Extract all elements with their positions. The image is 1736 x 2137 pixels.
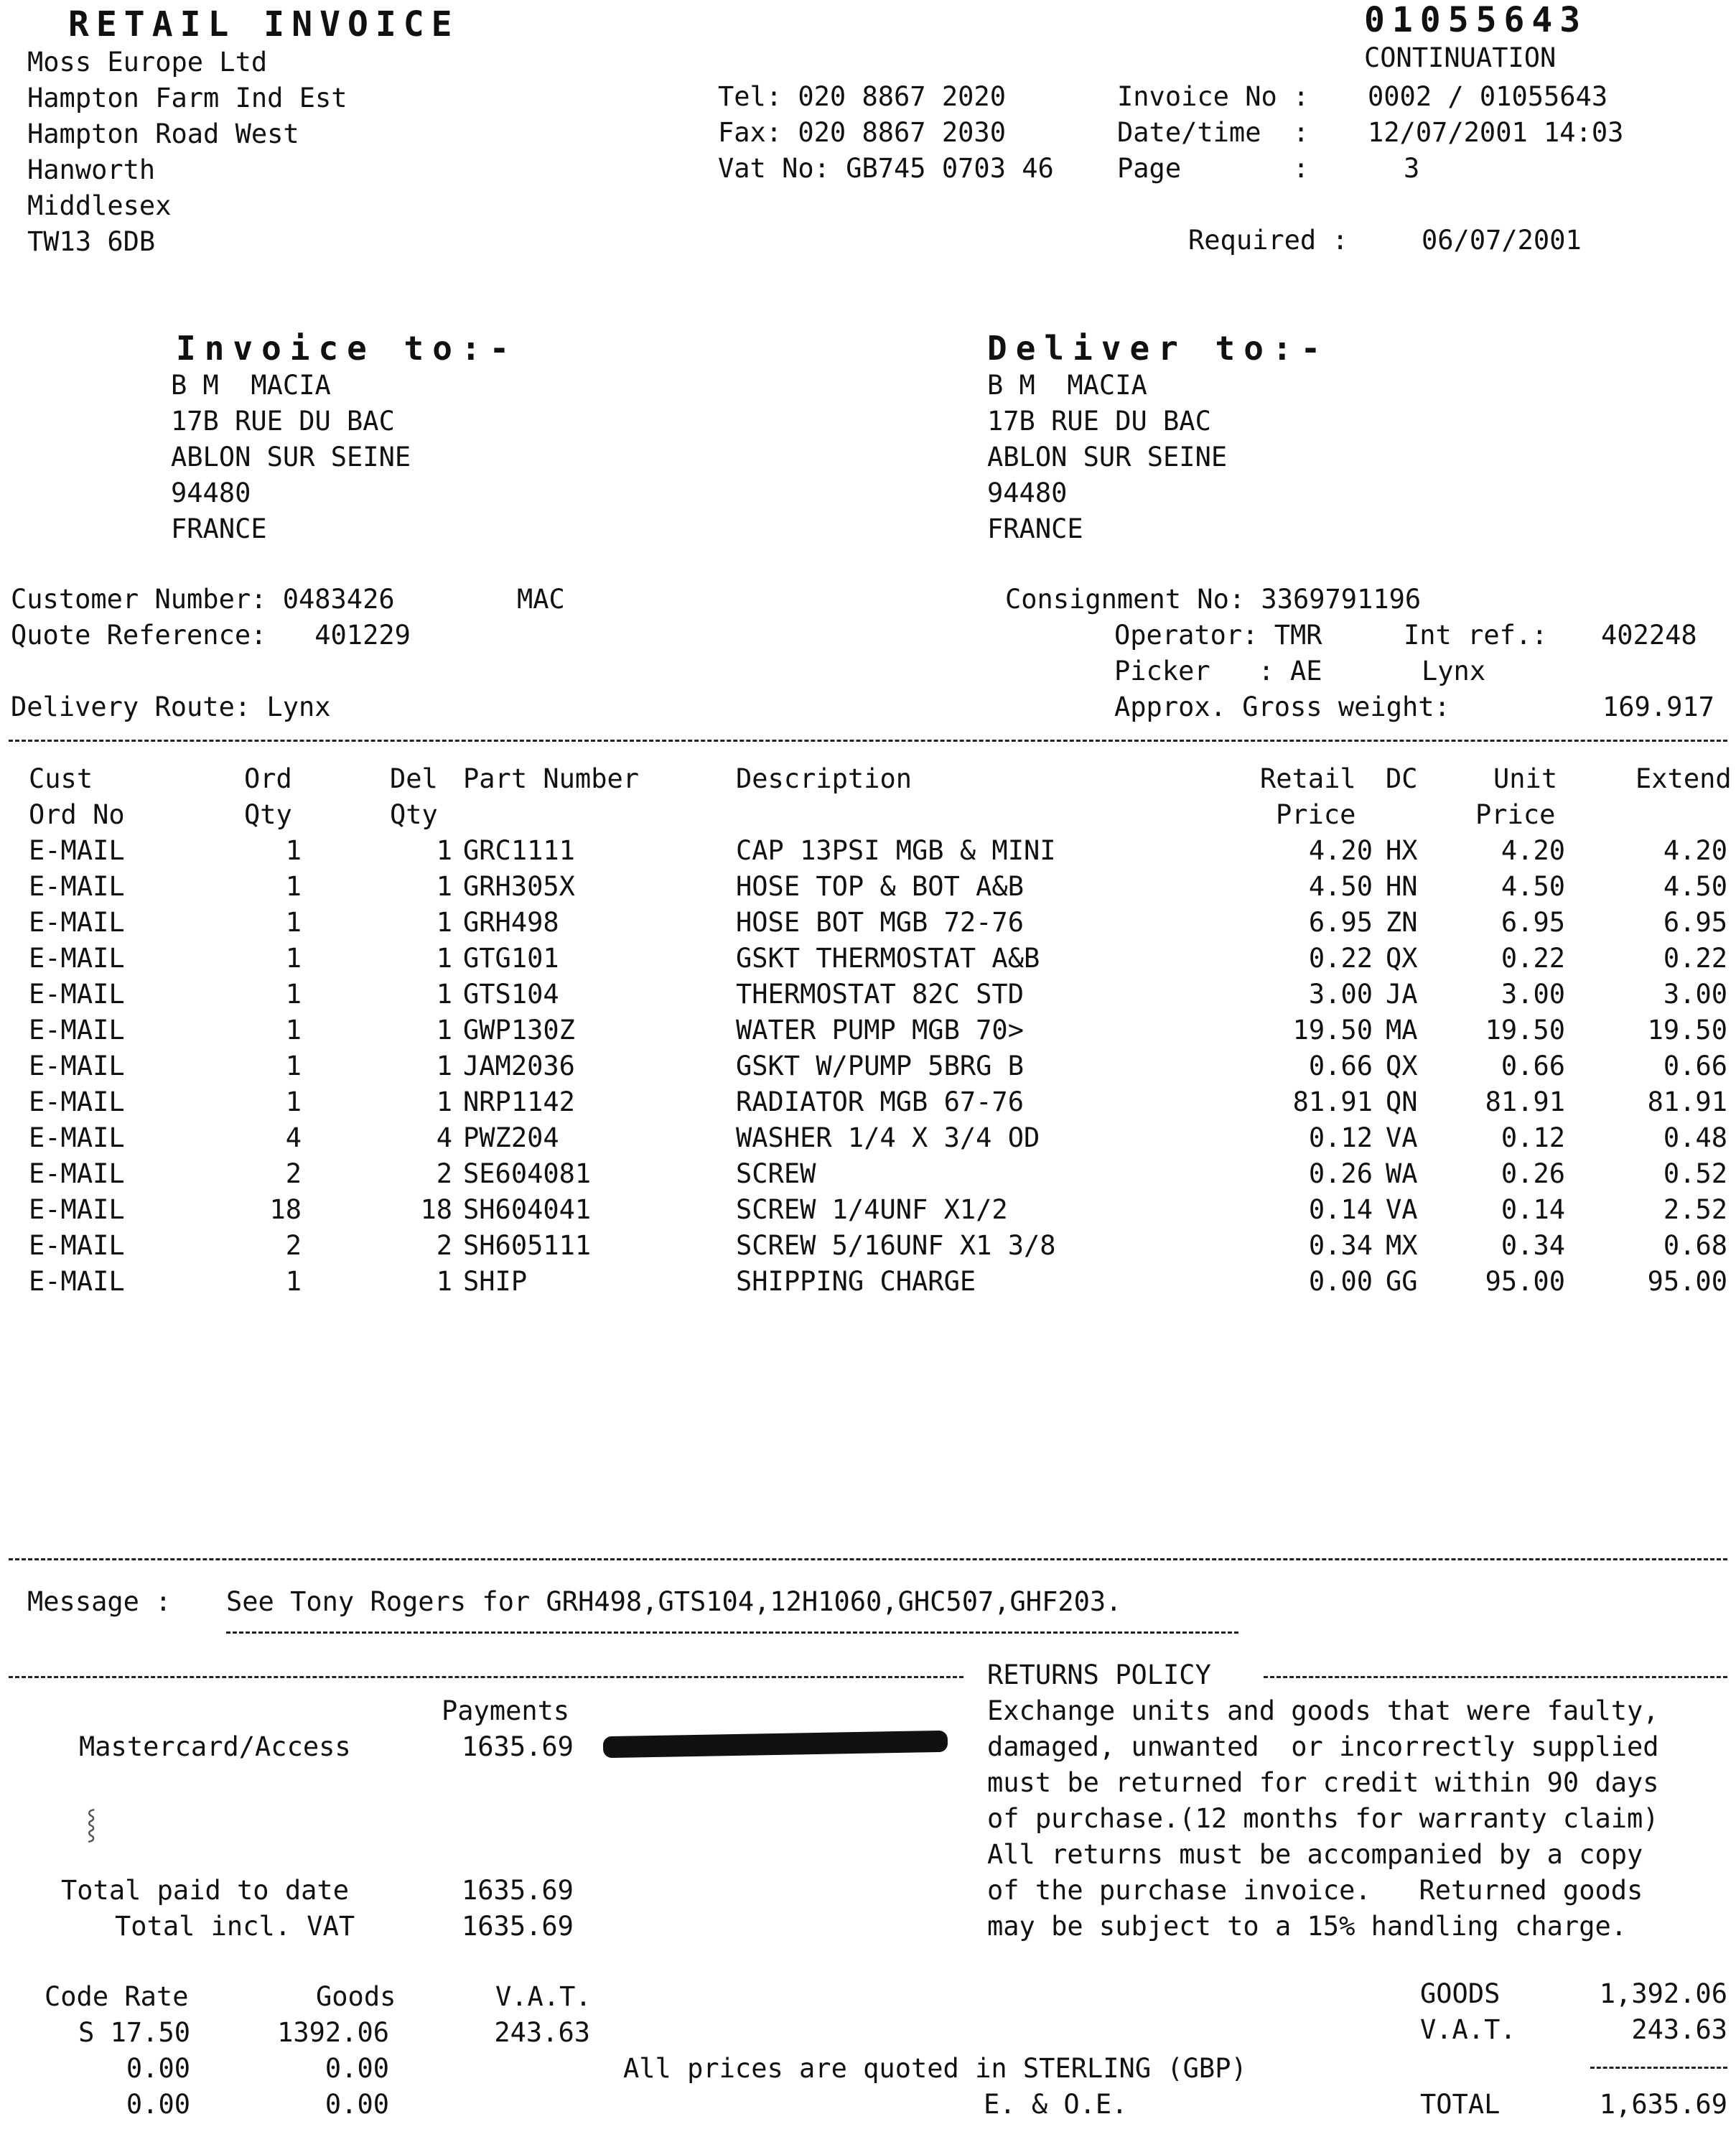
cell-description: HOSE TOP & BOT A&B (736, 871, 1024, 902)
message-underline (226, 1631, 1238, 1634)
cell-part-number: GRH498 (463, 907, 559, 938)
vat-goods: 1392.06 (277, 2017, 389, 2048)
cell-part-number: SHIP (463, 1266, 528, 1297)
grand-total-value: 1,635.69 (1599, 2089, 1727, 2120)
cell-description: RADIATOR MGB 67-76 (736, 1086, 1024, 1117)
vat-total-label: V.A.T. (1420, 2014, 1516, 2045)
cell-dc-code: HX (1386, 835, 1418, 866)
cell-cust-order-no: E-MAIL (29, 1194, 125, 1225)
cell-part-number: SH605111 (463, 1230, 592, 1261)
cell-delivered-qty: 1 (436, 907, 452, 938)
vat-header-vat: V.A.T. (495, 1981, 592, 2012)
invoice-no-label: Invoice No : (1117, 81, 1310, 112)
divider (9, 740, 1727, 742)
cell-retail-price: 4.20 (1308, 835, 1373, 866)
cell-delivered-qty: 1 (436, 835, 452, 866)
cell-dc-code: QX (1386, 943, 1418, 974)
col-header-ord: Ord (244, 763, 292, 794)
address-line: 94480 (171, 478, 251, 508)
cell-ordered-qty: 1 (285, 979, 302, 1010)
cell-part-number: GRH305X (463, 871, 575, 902)
policy-line: All returns must be accompanied by a copy (987, 1839, 1643, 1870)
vat-amount: 243.63 (494, 2017, 590, 2048)
cell-ordered-qty: 4 (285, 1122, 302, 1153)
cell-retail-price: 6.95 (1308, 907, 1373, 938)
payment-amount: 1635.69 (462, 1731, 574, 1762)
col-header-part: Part Number (463, 763, 640, 794)
quote-reference: Quote Reference: 401229 (11, 620, 411, 651)
table-row (0, 1053, 1736, 1089)
cell-part-number: GTG101 (463, 943, 559, 974)
cell-ordered-qty: 1 (285, 1051, 302, 1081)
returns-policy-heading: RETURNS POLICY (987, 1659, 1211, 1690)
scribble-mark: ⸾ (86, 1807, 97, 1840)
vat-number: Vat No: GB745 0703 46 (718, 153, 1054, 184)
policy-line: of purchase.(12 months for warranty claim) (987, 1803, 1659, 1834)
cell-delivered-qty: 2 (436, 1158, 452, 1189)
operator: Operator: TMR (1114, 620, 1322, 651)
vat-code-rate: 0.00 (126, 2089, 190, 2120)
divider (9, 1558, 1727, 1560)
cell-delivered-qty: 1 (436, 1266, 452, 1297)
delivery-route: Delivery Route: Lynx (11, 692, 331, 722)
cell-retail-price: 0.66 (1308, 1051, 1373, 1081)
eoe-note: E. & O.E. (984, 2089, 1128, 2120)
cell-ordered-qty: 1 (285, 1266, 302, 1297)
message-text: See Tony Rogers for GRH498,GTS104,12H1060,GHC507,GHF203. (226, 1586, 1122, 1617)
cell-part-number: SH604041 (463, 1194, 592, 1225)
table-row (0, 837, 1736, 873)
address-line: FRANCE (171, 513, 267, 544)
cell-ordered-qty: 2 (285, 1158, 302, 1189)
cell-description: GSKT THERMOSTAT A&B (736, 943, 1040, 974)
total-paid-value: 1635.69 (462, 1875, 574, 1906)
address-line: B M MACIA (171, 370, 331, 401)
vat-goods: 0.00 (325, 2053, 389, 2084)
cell-cust-order-no: E-MAIL (29, 1051, 125, 1081)
cell-extended-price: 0.52 (1663, 1158, 1727, 1189)
vat-total-value: 243.63 (1631, 2014, 1727, 2045)
cell-delivered-qty: 4 (436, 1122, 452, 1153)
total-incl-vat-value: 1635.69 (462, 1911, 574, 1942)
cell-cust-order-no: E-MAIL (29, 1015, 125, 1046)
cell-extended-price: 2.52 (1663, 1194, 1727, 1225)
page-label: Page : (1117, 153, 1310, 184)
cell-description: WATER PUMP MGB 70> (736, 1015, 1024, 1046)
col-header-description: Description (736, 763, 913, 794)
cell-delivered-qty: 1 (436, 1051, 452, 1081)
int-ref-value: 402248 (1601, 620, 1697, 651)
gross-weight-label: Approx. Gross weight: (1114, 692, 1450, 722)
cell-cust-order-no: E-MAIL (29, 1230, 125, 1261)
table-row (0, 1160, 1736, 1196)
table-row (0, 945, 1736, 981)
cell-dc-code: MA (1386, 1015, 1418, 1046)
cell-dc-code: GG (1386, 1266, 1418, 1297)
cell-unit-price: 0.34 (1501, 1230, 1565, 1261)
cell-description: SHIPPING CHARGE (736, 1266, 976, 1297)
invoice-no-value: 0002 / 01055643 (1368, 81, 1608, 112)
cell-retail-price: 0.12 (1308, 1122, 1373, 1153)
continuation-label: CONTINUATION (1364, 42, 1557, 73)
cell-description: THERMOSTAT 82C STD (736, 979, 1024, 1010)
cell-unit-price: 19.50 (1485, 1015, 1565, 1046)
cell-cust-order-no: E-MAIL (29, 907, 125, 938)
cell-retail-price: 0.34 (1308, 1230, 1373, 1261)
cell-dc-code: HN (1386, 871, 1418, 902)
policy-line: damaged, unwanted or incorrectly supplied (987, 1731, 1659, 1762)
cell-delivered-qty: 1 (436, 871, 452, 902)
divider (1264, 1676, 1727, 1678)
payment-method: Mastercard/Access (79, 1731, 351, 1762)
cell-delivered-qty: 1 (436, 943, 452, 974)
table-row (0, 1122, 1736, 1160)
cell-extended-price: 6.95 (1663, 907, 1727, 938)
cell-extended-price: 0.68 (1663, 1230, 1727, 1261)
cell-cust-order-no: E-MAIL (29, 1086, 125, 1117)
deliver-to-heading: Deliver to:- (987, 329, 1330, 368)
cell-ordered-qty: 1 (285, 1015, 302, 1046)
cell-part-number: NRP1142 (463, 1086, 575, 1117)
cell-extended-price: 0.48 (1663, 1122, 1727, 1153)
cell-dc-code: QX (1386, 1051, 1418, 1081)
cell-retail-price: 4.50 (1308, 871, 1373, 902)
col-header-del: Del (390, 763, 438, 794)
invoice-number-large: 01055643 (1364, 0, 1588, 40)
cell-part-number: SE604081 (463, 1158, 592, 1189)
page-number: 3 (1404, 153, 1420, 184)
cell-unit-price: 0.26 (1501, 1158, 1565, 1189)
cell-retail-price: 0.14 (1308, 1194, 1373, 1225)
company-line: Hampton Farm Ind Est (27, 83, 347, 113)
cell-unit-price: 4.50 (1501, 871, 1565, 902)
vat-goods: 0.00 (325, 2089, 389, 2120)
cell-retail-price: 0.26 (1308, 1158, 1373, 1189)
cell-unit-price: 0.14 (1501, 1194, 1565, 1225)
redaction-mark (603, 1731, 948, 1758)
address-line: B M MACIA (987, 370, 1147, 401)
table-row (0, 1196, 1736, 1232)
col-header-retail: Retail (1260, 763, 1356, 794)
cell-dc-code: VA (1386, 1194, 1418, 1225)
cell-dc-code: WA (1386, 1158, 1418, 1189)
col-header-extend: Extend (1635, 763, 1732, 794)
cell-cust-order-no: E-MAIL (29, 871, 125, 902)
col-header-retail: Price (1276, 799, 1356, 830)
cell-description: WASHER 1/4 X 3/4 OD (736, 1122, 1040, 1153)
cell-ordered-qty: 18 (269, 1194, 302, 1225)
cell-part-number: GWP130Z (463, 1015, 575, 1046)
vat-code-rate: S 17.50 (78, 2017, 190, 2048)
cell-unit-price: 95.00 (1485, 1266, 1565, 1297)
table-row (0, 1268, 1736, 1304)
address-line: 17B RUE DU BAC (987, 406, 1211, 437)
cell-retail-price: 81.91 (1292, 1086, 1373, 1117)
address-line: ABLON SUR SEINE (987, 442, 1228, 472)
cell-delivered-qty: 2 (436, 1230, 452, 1261)
col-header-cust: Cust (29, 763, 93, 794)
col-header-dc: DC (1386, 763, 1418, 794)
divider (9, 1676, 963, 1678)
col-header-ord: Qty (244, 799, 292, 830)
cell-retail-price: 19.50 (1292, 1015, 1373, 1046)
cell-extended-price: 95.00 (1647, 1266, 1727, 1297)
invoice-title: RETAIL INVOICE (68, 4, 459, 45)
cell-extended-price: 0.22 (1663, 943, 1727, 974)
customer-code: MAC (517, 584, 565, 615)
goods-total-label: GOODS (1420, 1978, 1501, 2009)
col-header-del: Qty (390, 799, 438, 830)
required-date: 06/07/2001 (1422, 225, 1582, 256)
cell-description: SCREW (736, 1158, 816, 1189)
total-paid-label: Total paid to date (61, 1875, 349, 1906)
cell-ordered-qty: 2 (285, 1230, 302, 1261)
cell-part-number: JAM2036 (463, 1051, 575, 1081)
cell-unit-price: 0.22 (1501, 943, 1565, 974)
goods-total-value: 1,392.06 (1599, 1978, 1727, 2009)
company-line: Moss Europe Ltd (27, 47, 268, 78)
cell-dc-code: QN (1386, 1086, 1418, 1117)
telephone: Tel: 020 8867 2020 (718, 81, 1006, 112)
address-line: 94480 (987, 478, 1068, 508)
table-row (0, 873, 1736, 909)
cell-cust-order-no: E-MAIL (29, 1158, 125, 1189)
cell-cust-order-no: E-MAIL (29, 1122, 125, 1153)
policy-line: Exchange units and goods that were faulty, (987, 1695, 1659, 1726)
cell-dc-code: VA (1386, 1122, 1418, 1153)
cell-cust-order-no: E-MAIL (29, 1266, 125, 1297)
address-line: ABLON SUR SEINE (171, 442, 411, 472)
cell-ordered-qty: 1 (285, 1086, 302, 1117)
cell-unit-price: 81.91 (1485, 1086, 1565, 1117)
company-line: Hampton Road West (27, 118, 299, 149)
required-label: Required : (1188, 225, 1348, 256)
policy-line: must be returned for credit within 90 days (987, 1767, 1659, 1798)
cell-part-number: GTS104 (463, 979, 559, 1010)
gross-weight-value: 169.917 (1602, 692, 1714, 722)
datetime-value: 12/07/2001 14:03 (1368, 117, 1624, 148)
cell-part-number: GRC1111 (463, 835, 575, 866)
int-ref-label: Int ref.: (1404, 620, 1548, 651)
vat-code-rate: 0.00 (126, 2053, 190, 2084)
cell-description: SCREW 1/4UNF X1/2 (736, 1194, 1008, 1225)
vat-header-goods: Goods (316, 1981, 396, 2012)
cell-dc-code: ZN (1386, 907, 1418, 938)
company-line: Hanworth (27, 154, 156, 185)
cell-ordered-qty: 1 (285, 835, 302, 866)
cell-retail-price: 0.22 (1308, 943, 1373, 974)
cell-extended-price: 19.50 (1647, 1015, 1727, 1046)
cell-extended-price: 81.91 (1647, 1086, 1727, 1117)
table-row (0, 981, 1736, 1017)
table-row (0, 1086, 1736, 1125)
total-divider (1590, 2067, 1727, 2069)
table-row (0, 1232, 1736, 1268)
cell-delivered-qty: 18 (420, 1194, 452, 1225)
address-line: 17B RUE DU BAC (171, 406, 395, 437)
company-line: Middlesex (27, 190, 172, 221)
picker: Picker : AE (1114, 656, 1322, 686)
col-header-unit: Unit (1493, 763, 1558, 794)
total-incl-vat-label: Total incl. VAT (115, 1911, 355, 1942)
consignment-number: Consignment No: 3369791196 (1005, 584, 1422, 615)
col-header-unit: Price (1475, 799, 1556, 830)
cell-unit-price: 0.66 (1501, 1051, 1565, 1081)
cell-description: SCREW 5/16UNF X1 3/8 (736, 1230, 1056, 1261)
cell-extended-price: 4.50 (1663, 871, 1727, 902)
cell-unit-price: 0.12 (1501, 1122, 1565, 1153)
customer-number: Customer Number: 0483426 (11, 584, 395, 615)
vat-header-code-rate: Code Rate (45, 1981, 189, 2012)
cell-delivered-qty: 1 (436, 979, 452, 1010)
cell-part-number: PWZ204 (463, 1122, 559, 1153)
cell-dc-code: MX (1386, 1230, 1418, 1261)
cell-ordered-qty: 1 (285, 871, 302, 902)
cell-ordered-qty: 1 (285, 943, 302, 974)
message-label: Message : (27, 1586, 172, 1617)
cell-cust-order-no: E-MAIL (29, 943, 125, 974)
cell-retail-price: 3.00 (1308, 979, 1373, 1010)
cell-unit-price: 3.00 (1501, 979, 1565, 1010)
fax: Fax: 020 8867 2030 (718, 117, 1006, 148)
payments-heading: Payments (442, 1695, 570, 1726)
cell-unit-price: 4.20 (1501, 835, 1565, 866)
cell-cust-order-no: E-MAIL (29, 835, 125, 866)
cell-description: GSKT W/PUMP 5BRG B (736, 1051, 1024, 1081)
cell-delivered-qty: 1 (436, 1015, 452, 1046)
cell-unit-price: 6.95 (1501, 907, 1565, 938)
cell-cust-order-no: E-MAIL (29, 979, 125, 1010)
cell-description: CAP 13PSI MGB & MINI (736, 835, 1056, 866)
company-line: TW13 6DB (27, 226, 156, 257)
cell-ordered-qty: 1 (285, 907, 302, 938)
invoice-to-heading: Invoice to:- (176, 329, 518, 368)
table-row (0, 909, 1736, 945)
policy-line: may be subject to a 15% handling charge. (987, 1911, 1628, 1942)
cell-extended-price: 3.00 (1663, 979, 1727, 1010)
col-header-cust: Ord No (29, 799, 125, 830)
policy-line: of the purchase invoice. Returned goods (987, 1875, 1643, 1906)
table-row (0, 1017, 1736, 1053)
grand-total-label: TOTAL (1420, 2089, 1501, 2120)
sterling-note: All prices are quoted in STERLING (GBP) (623, 2053, 1247, 2084)
cell-extended-price: 4.20 (1663, 835, 1727, 866)
datetime-label: Date/time : (1117, 117, 1310, 148)
cell-delivered-qty: 1 (436, 1086, 452, 1117)
cell-dc-code: JA (1386, 979, 1418, 1010)
picker-route: Lynx (1422, 656, 1486, 686)
address-line: FRANCE (987, 513, 1083, 544)
cell-retail-price: 0.00 (1308, 1266, 1373, 1297)
cell-extended-price: 0.66 (1663, 1051, 1727, 1081)
cell-description: HOSE BOT MGB 72-76 (736, 907, 1024, 938)
